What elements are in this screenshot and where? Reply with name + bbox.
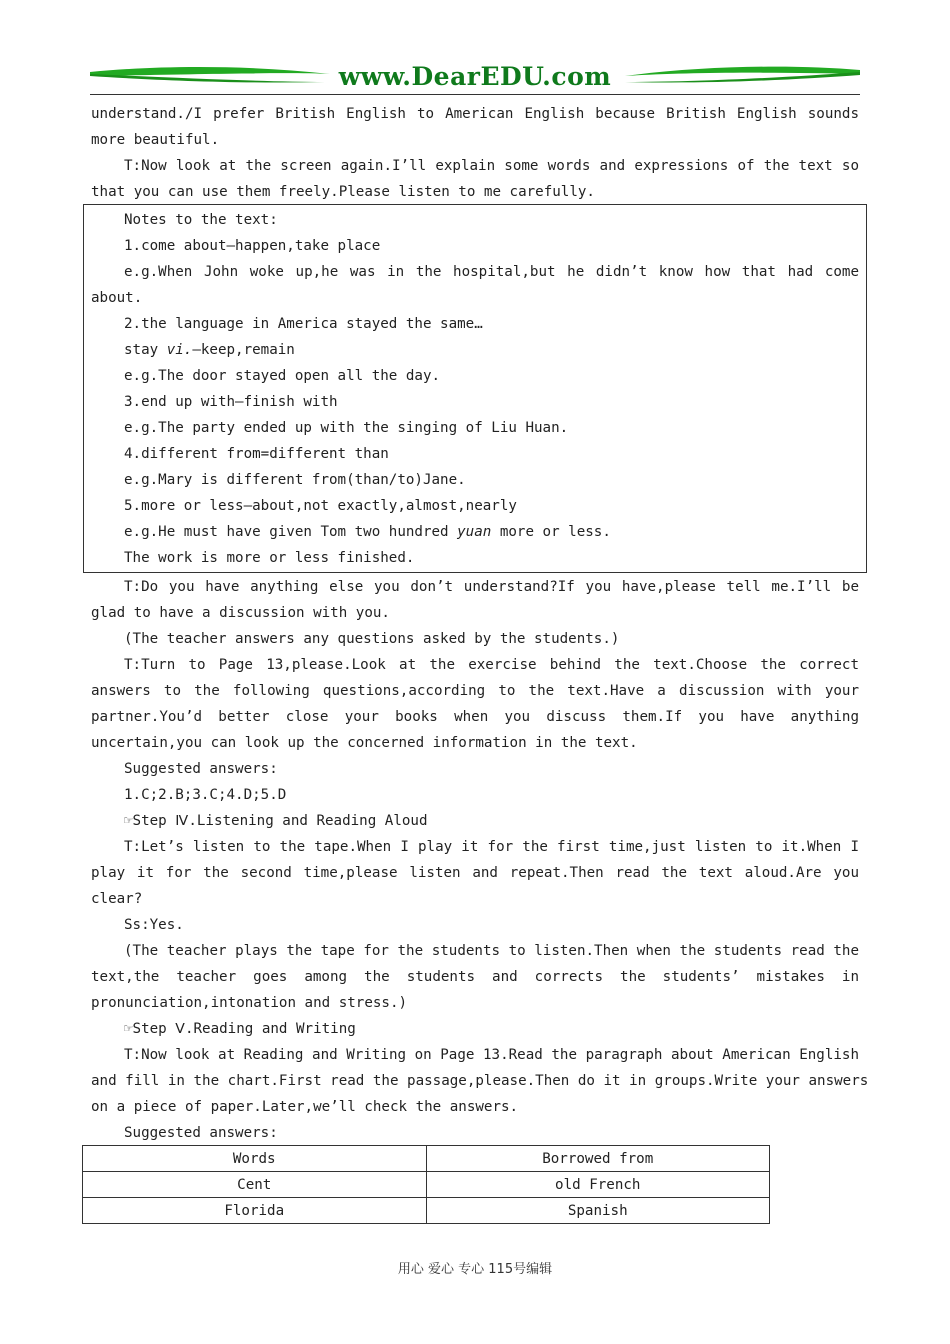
table-row bbox=[83, 1198, 770, 1224]
table-cell: Cent bbox=[83, 1172, 427, 1198]
text-line: T:Let’s listen to the tape.When I play it for the first time,just listen to it.When I bbox=[124, 839, 859, 855]
text-line: more beautiful. bbox=[91, 132, 220, 148]
text-line: (The teacher plays the tape for the students to listen.Then when the students read the bbox=[124, 943, 859, 959]
table-cell: Spanish bbox=[426, 1198, 770, 1224]
text-line: (The teacher answers any questions asked by the students.) bbox=[124, 631, 620, 647]
note-item: 4.different from=different than bbox=[124, 446, 389, 462]
text-line: on a piece of paper.Later,we’ll check the answers. bbox=[91, 1099, 519, 1115]
text-line: Suggested answers: bbox=[124, 761, 278, 777]
header-divider bbox=[90, 94, 860, 95]
text-line: T:Turn to Page 13,please.Look at the exercise behind the text.Choose the correct bbox=[124, 657, 859, 673]
text-line: T:Do you have anything else you don’t understand?If you have,please tell me.I’ll be bbox=[124, 579, 859, 595]
text-line: T:Now look at Reading and Writing on Page 13.Read the paragraph about American English bbox=[124, 1047, 859, 1063]
text-line: glad to have a discussion with you. bbox=[91, 605, 390, 621]
text-line: uncertain,you can look up the concerned information in the text. bbox=[91, 735, 638, 751]
text-line: T:Now look at the screen again.I’ll explain some words and expressions of the text so bbox=[124, 158, 859, 174]
table-cell: old French bbox=[426, 1172, 770, 1198]
note-text: more or less. bbox=[491, 524, 611, 540]
answers-table bbox=[82, 1145, 770, 1224]
text-line: text,the teacher goes among the students and corrects the students’ mistakes in bbox=[91, 969, 859, 985]
note-item: 1.come about—happen,take place bbox=[124, 238, 381, 254]
text-line: pronunciation,intonation and stress.) bbox=[91, 995, 408, 1011]
note-text: stay bbox=[124, 342, 167, 358]
note-text: e.g.He must have given Tom two hundred bbox=[124, 524, 458, 540]
note-example: The work is more or less finished. bbox=[124, 550, 415, 566]
text-line: Suggested answers: bbox=[124, 1125, 278, 1141]
note-item bbox=[124, 337, 859, 363]
table-header-cell: Borrowed from bbox=[426, 1146, 770, 1172]
note-italic: vi. bbox=[166, 342, 193, 358]
text-line: clear? bbox=[91, 891, 143, 907]
note-example: e.g.The door stayed open all the day. bbox=[124, 368, 441, 384]
site-header-banner bbox=[90, 60, 860, 94]
page-footer: 用心 爱心 专心 115号编辑 bbox=[397, 1262, 553, 1277]
note-example bbox=[124, 519, 859, 545]
note-example: e.g.The party ended up with the singing of Liu Huan. bbox=[124, 420, 569, 436]
step-heading: ☞Step Ⅴ.Reading and Writing bbox=[124, 1021, 356, 1037]
note-italic: yuan bbox=[457, 524, 492, 540]
text-line: understand./I prefer British English to American English because British English sounds bbox=[91, 106, 859, 122]
text-line: partner.You’d better close your books when you discuss them.If you have anything bbox=[91, 709, 859, 725]
table-row bbox=[83, 1172, 770, 1198]
site-logo-text[interactable]: www.DearEDU.com bbox=[338, 62, 612, 91]
note-item: 3.end up with—finish with bbox=[124, 394, 338, 410]
table-cell: Florida bbox=[83, 1198, 427, 1224]
text-line: and fill in the chart.First read the passage,please.Then do it in groups.Write your answers bbox=[91, 1073, 869, 1089]
text-line: Ss:Yes. bbox=[124, 917, 184, 933]
text-line: answers to the following questions,according to the text.Have a discussion with your bbox=[91, 683, 859, 699]
table-header-cell: Words bbox=[83, 1146, 427, 1172]
note-example: e.g.When John woke up,he was in the hospital,but he didn’t know how that had come bbox=[124, 264, 859, 280]
answer-key: 1.C;2.B;3.C;4.D;5.D bbox=[124, 787, 287, 803]
note-text: —keep,remain bbox=[192, 342, 295, 358]
note-item: 5.more or less—about,not exactly,almost,nearly bbox=[124, 498, 517, 514]
note-example: about. bbox=[91, 290, 143, 306]
table-header-row bbox=[83, 1146, 770, 1172]
note-item: 2.the language in America stayed the same… bbox=[124, 316, 483, 332]
step-heading: ☞Step Ⅳ.Listening and Reading Aloud bbox=[124, 813, 428, 829]
notes-heading: Notes to the text: bbox=[124, 212, 278, 228]
note-example: e.g.Mary is different from(than/to)Jane. bbox=[124, 472, 466, 488]
text-line: play it for the second time,please listen and repeat.Then read the text aloud.Are you bbox=[91, 865, 859, 881]
text-line: that you can use them freely.Please listen to me carefully. bbox=[91, 184, 595, 200]
